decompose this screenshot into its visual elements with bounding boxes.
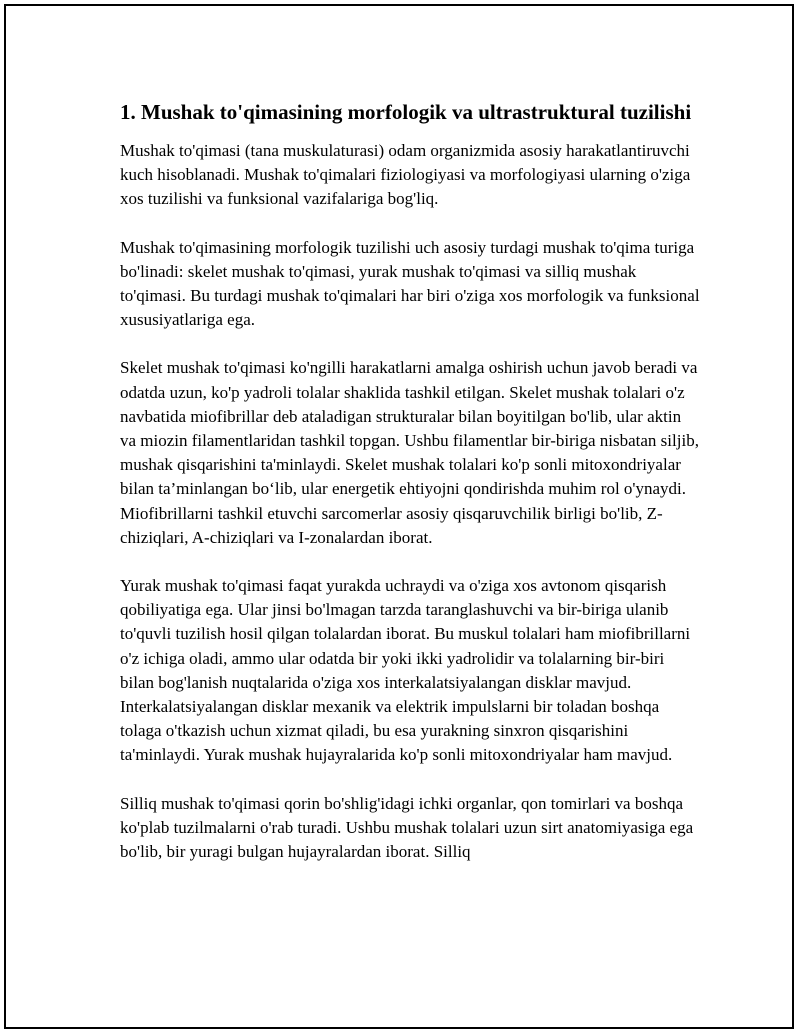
section-heading: 1. Mushak to'qimasining morfologik va ultrastruktural tuzilishi	[120, 100, 692, 124]
paragraph-intro: Mushak to'qimasi (tana muskulaturasi) odam organizmida asosiy harakatlantiruvchi kuch hisoblanadi. Mushak to'qimalari fiziologiyasi va morfologiyasi ularning o'ziga xos tuzilishi va funksional vazifalariga bog'liq.	[120, 141, 691, 209]
paragraph-cardiac-muscle: Yurak mushak to'qimasi faqat yurakda uchraydi va o'ziga xos avtonom qisqarish qobiliyatiga ega. Ular jinsi bo'lmagan tarzda taranglashuvchi va bir-biriga ulanib to'quvli tuzilish hosil qilgan tolalardan iborat. Bu muskul tolalari ham miofibrillarni o'z ichiga oladi, ammo ular odatda bir yoki ikki yadrolidir va tolalarning bir-biri bilan bog'lanish nuqtalarida o'ziga xos interkalatsiyalangan disklar mavjud. Interkalatsiyalangan disklar mexanik va elektrik impulslarni bir toladan boshqa tolaga o'tkazish uchun xizmat qiladi, bu esa yurakning sinxron qisqarishini ta'minlaydi. Yurak mushak hujayralarida ko'p sonli mitoxondriyalar ham mavjud.	[120, 576, 691, 765]
paragraph-skeletal-muscle: Skelet mushak to'qimasi ko'ngilli harakatlarni amalga oshirish uchun javob beradi va odatda uzun, ko'p yadroli tolalar shaklida tashkil etilgan. Skelet mushak tolalari o'z navbatida miofibrillar deb ataladigan strukturalar bilan boyitilgan bo'lib, ular aktin va miozin filamentlaridan tashkil topgan. Ushbu filamentlar bir-biriga nisbatan siljib, mushak qisqarishini ta'minlaydi. Skelet mushak tolalari ko'p sonli mitoxondriyalar bilan ta’minlangan bo‘lib, ular energetik ehtiyojni qondirishda muhim rol o'ynaydi. Miofibrillarni tashkil etuvchi sarcomerlar asosiy qisqaruvchilik birligi bo'lib, Z-chiziqlari, A-chiziqlari va I-zonalardan iborat.	[120, 358, 699, 547]
paragraph-muscle-types: Mushak to'qimasining morfologik tuzilishi uch asosiy turdagi mushak to'qima turiga bo'linadi: skelet mushak to'qimasi, yurak mushak to'qimasi va silliq mushak to'qimasi. Bu turdagi mushak to'qimalari har biri o'ziga xos morfologik va funksional xususiyatlariga ega.	[120, 237, 700, 330]
document-body	[120, 98, 700, 888]
paragraph-smooth-muscle: Silliq mushak to'qimasi qorin bo'shlig'idagi ichki organlar, qon tomirlari va boshqa ko'plab tuzilmalarni o'rab turadi. Ushbu mushak tolalari uzun sirt anatomiyasiga ega bo'lib, bir yuragi bulgan hujayralardan iborat. Silliq	[120, 793, 694, 862]
document-page	[4, 4, 794, 1029]
